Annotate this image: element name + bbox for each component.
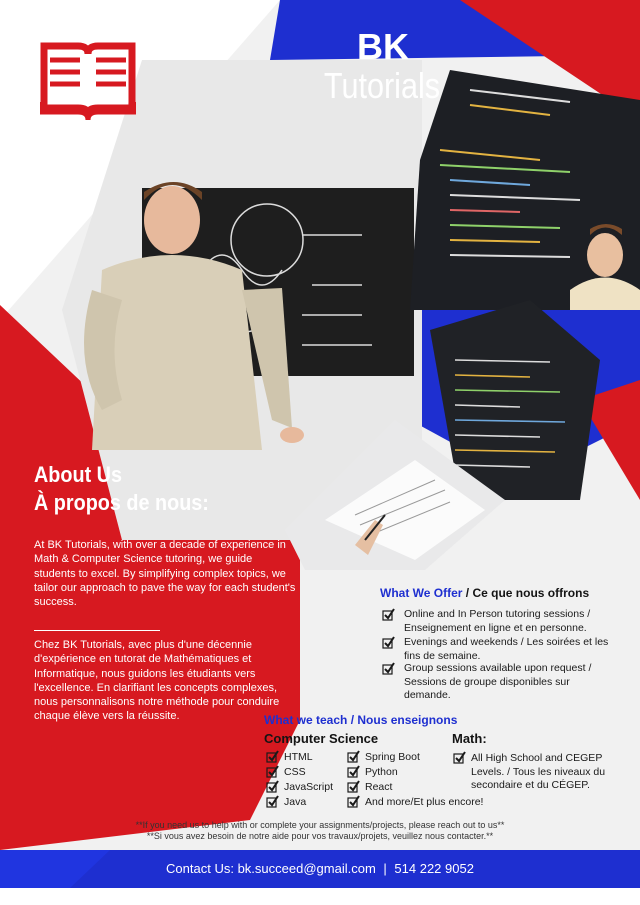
about-text-fr: Chez BK Tutorials, avec plus d'une décennie d'expérience en tutorat de Mathématiques et Informatique, nous guidons les étudiants vers l'excellence. En clarifiant les concepts complexes, nous personnalisons notre méthode pour conduire chaque élève vers la réussite. bbox=[34, 639, 280, 723]
note-fr: **Si vous avez besoin de notre aide pour vos travaux/projets, veuillez nous contacter.** bbox=[146, 831, 494, 841]
brand-title-tutorials: Tutorials bbox=[323, 65, 441, 106]
checkbox-check-icon bbox=[382, 662, 395, 675]
about-heading-en: About Us bbox=[34, 462, 122, 487]
contact-separator: | bbox=[383, 861, 387, 876]
math-item: All High School and CEGEP Levels. / Tous les niveaux du secondaire et du CÉGEP. bbox=[471, 752, 606, 791]
contact-bar bbox=[0, 861, 640, 876]
brand-title-bk: BK bbox=[357, 26, 409, 67]
contact-email[interactable]: bk.succeed@gmail.com bbox=[237, 861, 376, 876]
checkbox-check-icon bbox=[266, 750, 279, 763]
cs-item: HTML bbox=[284, 751, 313, 763]
checkbox-check-icon bbox=[347, 795, 360, 808]
teach-heading-fr: Nous enseignons bbox=[357, 713, 458, 727]
math-heading: Math: bbox=[452, 731, 487, 746]
cs-item: And more/Et plus encore! bbox=[365, 796, 484, 808]
cs-item: Spring Boot bbox=[365, 751, 420, 763]
about-text-en: At BK Tutorials, with over a decade of experience in Math & Computer Science tutoring, we guide students to excel. By simplifying complex topics, we tailor our approach to pave the way for each student's success. bbox=[34, 539, 296, 609]
offer-item: Group sessions available upon request / Sessions de groupe disponibles sur demande. bbox=[404, 662, 592, 701]
cs-item: JavaScript bbox=[284, 781, 334, 793]
teach-heading-en: What we teach bbox=[264, 713, 348, 727]
offer-heading-fr: Ce que nous offrons bbox=[472, 586, 590, 600]
contact-label: Contact Us: bbox=[166, 861, 234, 876]
offer-heading-en: What We Offer bbox=[380, 586, 463, 600]
cs-item: React bbox=[365, 781, 393, 793]
checkbox-check-icon bbox=[382, 608, 395, 621]
cs-item: Python bbox=[365, 766, 398, 778]
open-book-icon bbox=[40, 40, 136, 122]
checkbox-check-icon bbox=[266, 765, 279, 778]
checkbox-check-icon bbox=[382, 636, 395, 649]
teach-heading bbox=[264, 713, 457, 727]
checkbox-check-icon bbox=[266, 795, 279, 808]
offer-item: Evenings and weekends / Les soirées et les fins de semaine. bbox=[404, 636, 609, 662]
about-divider bbox=[34, 630, 160, 631]
cs-item: CSS bbox=[284, 766, 306, 778]
teach-heading-sep: / bbox=[347, 713, 358, 727]
checkbox-check-icon bbox=[266, 780, 279, 793]
contact-phone[interactable]: 514 222 9052 bbox=[394, 861, 474, 876]
cs-item: Java bbox=[284, 796, 307, 808]
offer-item: Online and In Person tutoring sessions / Enseignement en ligne et en personne. bbox=[404, 608, 591, 634]
checkbox-check-icon bbox=[347, 750, 360, 763]
note-en: **If you need us to help with or complete your assignments/projects, please reach out to us** bbox=[135, 820, 505, 830]
checkbox-check-icon bbox=[347, 780, 360, 793]
about-heading-fr: À propos de nous: bbox=[34, 490, 209, 515]
checkbox-check-icon bbox=[347, 765, 360, 778]
offer-heading-sep: / bbox=[462, 586, 473, 600]
offer-heading bbox=[380, 586, 589, 600]
writing-notes-photo bbox=[285, 420, 505, 570]
checkbox-check-icon bbox=[453, 751, 466, 764]
coding-screen-photo bbox=[410, 60, 640, 310]
cs-heading: Computer Science bbox=[264, 731, 379, 746]
